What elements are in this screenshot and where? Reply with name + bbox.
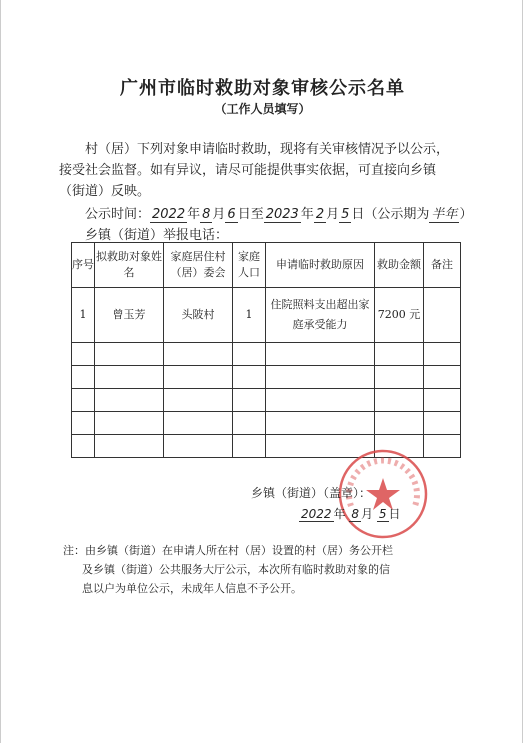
end-day: 5 bbox=[341, 207, 350, 222]
note-line-2: 及乡镇（街道）公共服务大厅公示，本次所有临时救助对象的信 bbox=[82, 563, 390, 576]
col-header: 拟救助对象姓名 bbox=[95, 243, 164, 288]
sign-year: 2022 bbox=[301, 507, 332, 521]
table-row-empty bbox=[72, 412, 461, 435]
intro-line-1: 村（居）下列对象申请临时救助，现将有关审核情况予以公示， bbox=[85, 142, 450, 157]
doc-title: 广州市临时救助对象审核公示名单 bbox=[120, 78, 405, 99]
table-row-empty bbox=[72, 343, 461, 366]
intro-line-3: （街道）反映。 bbox=[59, 184, 151, 199]
recipients-table bbox=[71, 242, 461, 458]
note-line-1: 注：由乡镇（街道）在申请人所在村（居）设置的村（居）务公开栏 bbox=[63, 544, 393, 557]
note-line-3: 息以户为单位公示，未成年人信息不予公开。 bbox=[82, 582, 302, 595]
cell-amount: 7200 元 bbox=[375, 288, 424, 343]
cell-household: 1 bbox=[233, 288, 266, 343]
period-label: 公示时间： bbox=[85, 207, 151, 222]
col-header: 家庭人口 bbox=[233, 243, 266, 288]
sign-day: 5 bbox=[378, 507, 387, 521]
start-year-char: 年 bbox=[187, 207, 201, 222]
table-row bbox=[72, 288, 461, 343]
publicity-period bbox=[85, 203, 472, 223]
table-header-row bbox=[72, 243, 461, 288]
col-header: 备注 bbox=[424, 243, 461, 288]
start-year: 2022 bbox=[152, 207, 186, 222]
sign-year-char: 年 bbox=[333, 507, 346, 521]
hotline-label: 乡镇（街道）举报电话： bbox=[85, 228, 229, 243]
sign-day-char: 日 bbox=[388, 507, 401, 521]
cell-remark bbox=[424, 288, 461, 343]
cell-name: 曾玉芳 bbox=[95, 288, 164, 343]
cell-index: 1 bbox=[72, 288, 95, 343]
col-header: 序号 bbox=[72, 243, 95, 288]
cell-village: 头陂村 bbox=[164, 288, 233, 343]
footnote bbox=[63, 541, 468, 598]
sign-month-char: 月 bbox=[361, 507, 374, 521]
doc-subtitle: （工作人员填写） bbox=[214, 102, 311, 116]
signature-label: 乡镇（街道）（盖章）： bbox=[251, 486, 372, 500]
cell-reason: 住院照料支出超出家庭承受能力 bbox=[266, 288, 375, 343]
col-header: 申请临时救助原因 bbox=[266, 243, 375, 288]
period-end: ） bbox=[459, 207, 473, 222]
col-header: 家庭居住村（居）委会 bbox=[164, 243, 233, 288]
start-month-char: 月 bbox=[212, 207, 226, 222]
period-length: 半年 bbox=[429, 203, 459, 223]
intro-paragraph bbox=[59, 139, 469, 202]
signature-date bbox=[299, 505, 401, 522]
day-to: 日至 bbox=[237, 207, 264, 222]
start-month: 8 bbox=[202, 207, 211, 222]
end-year: 2023 bbox=[265, 207, 299, 222]
col-header: 救助金额 bbox=[375, 243, 424, 288]
sign-month: 8 bbox=[351, 507, 360, 521]
table-row-empty bbox=[72, 389, 461, 412]
end-year-char: 年 bbox=[300, 207, 314, 222]
period-mid: 日（公示期为 bbox=[351, 207, 430, 222]
end-month-char: 月 bbox=[326, 207, 340, 222]
intro-line-2: 接受社会监督。如有异议，请尽可能提供事实依据，可直接向乡镇 bbox=[59, 163, 437, 178]
table-row-empty bbox=[72, 366, 461, 389]
start-day: 6 bbox=[227, 207, 236, 222]
end-month: 2 bbox=[315, 207, 325, 222]
